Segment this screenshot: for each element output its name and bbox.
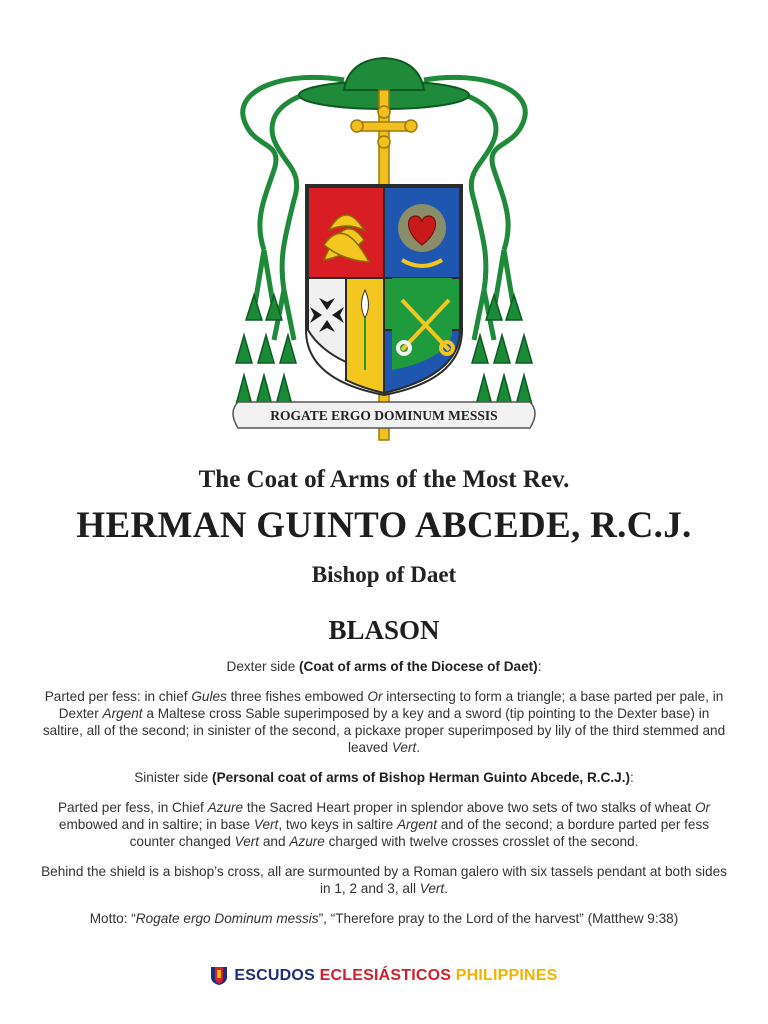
dexter-heading: Dexter side (Coat of arms of the Diocese of Daet): <box>226 659 542 674</box>
sinister-description: Parted per fess, in Chief Azure the Sacred Heart proper in splendor above two sets of two stalks of wheat Or embowed and in saltire; in base Vert, two keys in saltire Argent and of the second; a bordure parted per fess counter changed Vert and Azure charged with twelve crosses crosslet of the second. <box>57 800 711 849</box>
dexter-description: Parted per fess: in chief Gules three fishes embowed Or intersecting to form a triangle; a base parted per pale, in Dexter Argent a Maltese cross Sable superimposed by a key and a sword (tip pointing to the Dexter base) in saltire, all of the second; in sinister of the second, a pickaxe proper superimposed by lily of the third stemmed and leaved Vert. <box>42 689 726 755</box>
footer-word-escudos: ESCUDOS <box>234 967 315 984</box>
footer-word-philippines: PHILIPPINES <box>455 967 558 984</box>
behind-shield-description: Behind the shield is a bishop’s cross, all are surmounted by a Roman galero with six tassels pendant at both sides in 1, 2 and 3, all Vert. <box>41 864 727 896</box>
motto-line: Motto: “Rogate ergo Dominum messis”, “Therefore pray to the Lord of the harvest” (Matthew 9:38) <box>89 911 679 926</box>
coat-of-arms <box>224 50 544 450</box>
blason-text <box>40 658 728 940</box>
sinister-heading: Sinister side (Personal coat of arms of Bishop Herman Guinto Abcede, R.C.J.): <box>134 770 634 785</box>
title-line1: The Coat of Arms of the Most Rev. <box>198 466 570 493</box>
footer-word-eclesiasticos: ECLESIÁSTICOS <box>319 967 452 984</box>
section-heading: BLASON <box>328 615 440 645</box>
footer-brand <box>0 966 768 986</box>
motto-scroll-text: ROGATE ERGO DOMINUM MESSIS <box>270 408 498 423</box>
bishop-office: Bishop of Daet <box>311 562 457 587</box>
shield-logo-icon <box>210 966 228 986</box>
bishop-name: HERMAN GUINTO ABCEDE, R.C.J. <box>76 505 692 546</box>
scroll-icon <box>233 402 535 428</box>
